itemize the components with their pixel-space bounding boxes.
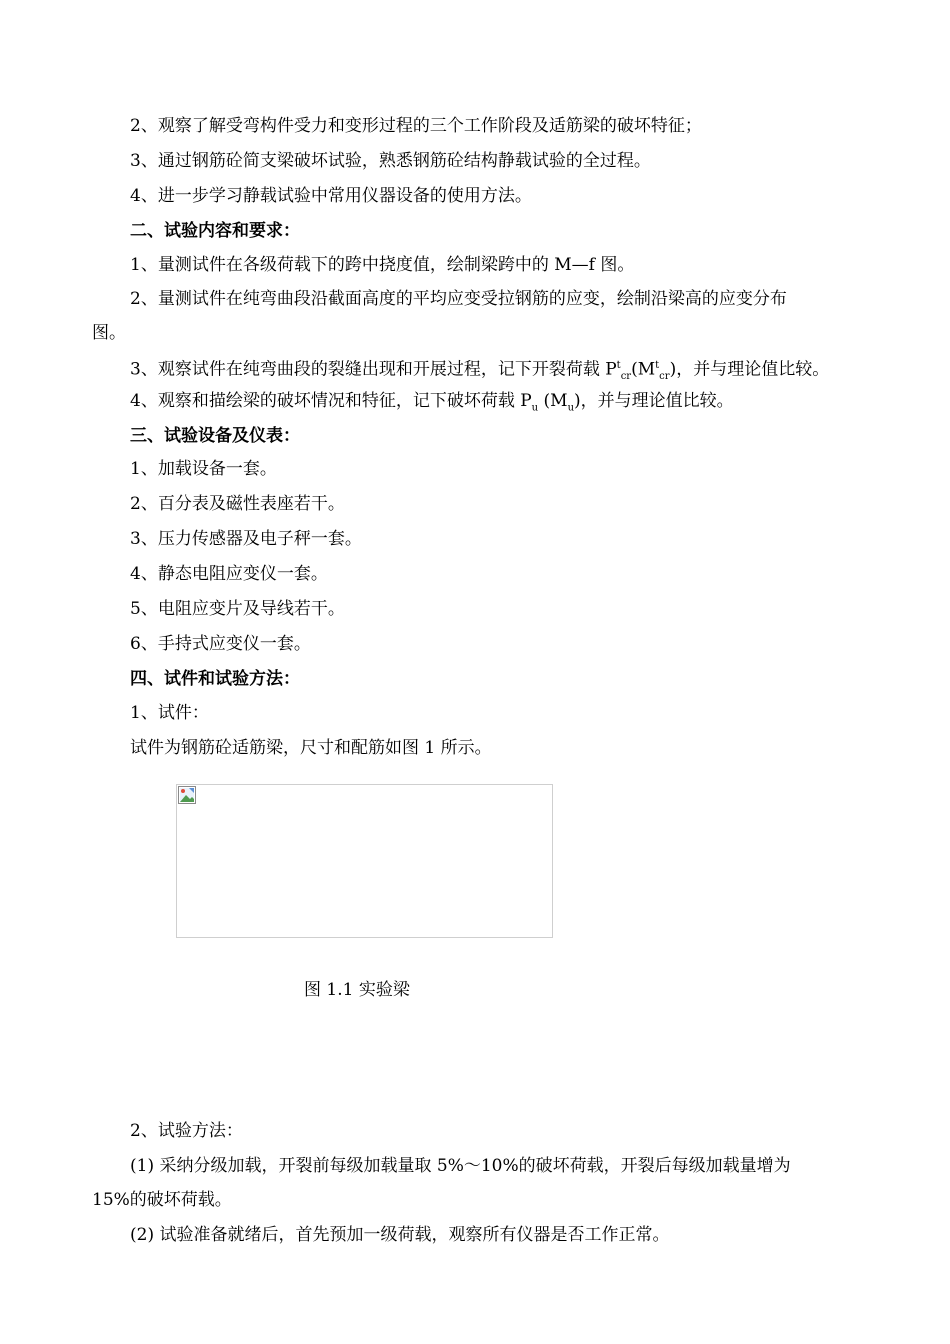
equipment-item: 4、静态电阻应变仪一套。 <box>130 564 328 584</box>
content-item-1: 1、量测试件在各级荷载下的跨中挠度值，绘制梁跨中的 M—f 图。 <box>130 255 635 275</box>
section-4-heading: 四、试件和试验方法： <box>130 669 300 689</box>
method-item-1: (1) 采纳分级加载，开裂前每级加载量取 5%～10%的破坏荷载，开裂后每级加载量增为 <box>130 1156 791 1176</box>
method-subheading: 2、试验方法： <box>130 1121 243 1141</box>
equipment-item: 5、电阻应变片及导线若干。 <box>130 599 345 619</box>
equipment-item: 3、压力传感器及电子秤一套。 <box>130 529 362 549</box>
figure-image-placeholder <box>176 784 553 938</box>
equipment-item: 6、手持式应变仪一套。 <box>130 634 311 654</box>
content-item-2-continued: 图。 <box>92 323 126 343</box>
method-item-2: (2) 试验准备就绪后，首先预加一级荷载，观察所有仪器是否工作正常。 <box>130 1225 670 1245</box>
equipment-item: 1、加载设备一套。 <box>130 459 277 479</box>
content-item-4: 4、观察和描绘梁的破坏情况和特征，记下破坏荷载 $P_u$ $(M_u)$，并与理论值比较。 <box>130 391 734 414</box>
content-item-3: 3、观察试件在纯弯曲段的裂缝出现和开展过程，记下开裂荷载 $P^t_{cr}(M^t_{cr})$，并与理论值比较。 <box>130 359 830 383</box>
section-3-heading: 三、试验设备及仪表： <box>130 426 300 446</box>
section-2-heading: 二、试验内容和要求： <box>130 221 300 241</box>
content-item-2: 2、量测试件在纯弯曲段沿截面高度的平均应变受拉钢筋的应变，绘制沿梁高的应变分布 <box>130 289 787 309</box>
objective-4: 4、进一步学习静载试验中常用仪器设备的使用方法。 <box>130 186 532 206</box>
figure-caption: 图 1.1 实验梁 <box>304 980 410 1000</box>
objective-3: 3、通过钢筋砼简支梁破坏试验，熟悉钢筋砼结构静载试验的全过程。 <box>130 151 651 171</box>
equipment-item: 2、百分表及磁性表座若干。 <box>130 494 345 514</box>
method-item-1-continued: 15%的破坏荷载。 <box>92 1190 232 1210</box>
broken-image-icon <box>178 786 196 804</box>
specimen-subheading: 1、试件： <box>130 703 209 723</box>
objective-2: 2、观察了解受弯构件受力和变形过程的三个工作阶段及适筋梁的破坏特征； <box>130 116 702 136</box>
specimen-description: 试件为钢筋砼适筋梁，尺寸和配筋如图 1 所示。 <box>130 738 492 758</box>
